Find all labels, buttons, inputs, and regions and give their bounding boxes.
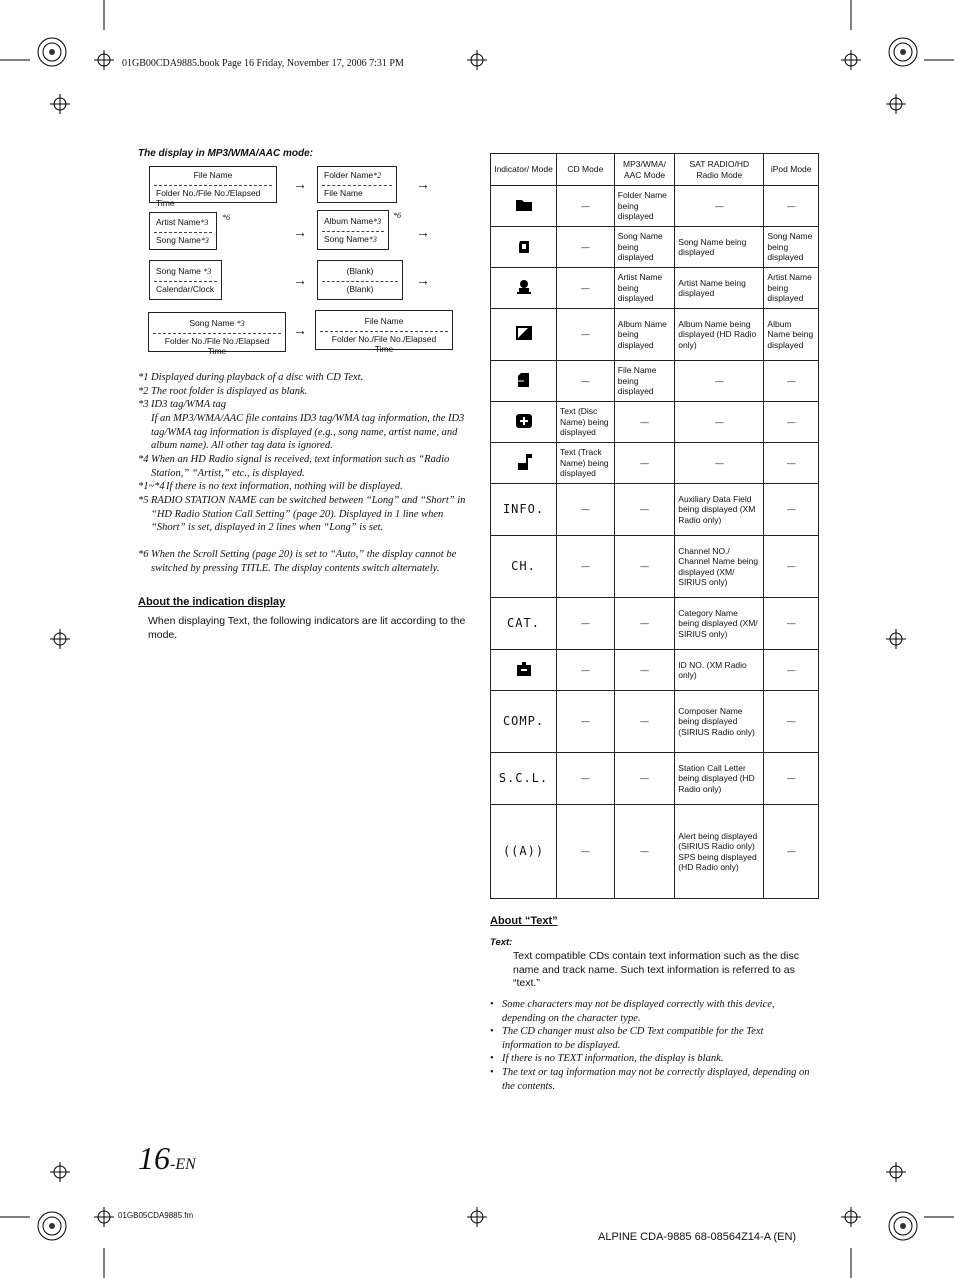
arrow: → (416, 272, 430, 288)
note-6: *6 (222, 213, 230, 222)
table-row: Text (Track Name) being displayed — — — (491, 443, 819, 484)
display-box-5: Song Name *3 Calendar/Clock (149, 260, 222, 300)
display-box-6: (Blank) (Blank) (317, 260, 403, 300)
table-row: CAT. — — Category Name being displayed (XM/ SIRIUS only) — (491, 598, 819, 650)
folder-icon (491, 186, 557, 227)
indicator-table (490, 153, 819, 899)
arrow: → (416, 176, 430, 192)
track-icon (491, 443, 557, 484)
footnote: If an MP3/WMA/AAC file contains ID3 tag/WMA tag information, the ID3 tag/WMA tag information is displayed (e.g., song name, artist name, and album name). All other tag data is ignored. (151, 413, 465, 452)
table-header: Indicator/ Mode (491, 154, 557, 186)
table-row: CH. — — Channel NO./ Channel Name being displayed (XM/ SIRIUS only) — (491, 536, 819, 598)
table-row: — Artist Name being displayed Artist Name being displayed Artist Name being displayed (491, 268, 819, 309)
table-header: SAT RADIO/HD Radio Mode (675, 154, 764, 186)
list-item: • Some characters may not be displayed correctly with this device, depending on the character type. (490, 999, 775, 1024)
footer-file: 01GB05CDA9885.fm (118, 1211, 194, 1220)
id-icon (491, 650, 557, 691)
table-row: — — ID NO. (XM Radio only) — (491, 650, 819, 691)
indication-text: When displaying Text, the following indicators are lit according to the mode. (148, 615, 466, 641)
footnote: *5 RADIO STATION NAME can be switched between “Long” and “Short” in “HD Radio Station Call Setting” (page 20). Displayed in 1 line when “Short” is set, displayed in 2 lines when “Long” is set. (138, 495, 466, 534)
indication-title: About the indication display (138, 596, 286, 608)
footnote: *2 The root folder is displayed as blank. (138, 386, 308, 397)
table-row: Text (Disc Name) being displayed — — — (491, 402, 819, 443)
table-row: — Folder Name being displayed — — (491, 186, 819, 227)
table-row: ((A)) — — Alert being displayed (SIRIUS Radio only) SPS being displayed (HD Radio only) — (491, 805, 819, 899)
arrow: → (416, 224, 430, 240)
composer-icon: COMP. (491, 691, 557, 753)
artist-icon (491, 268, 557, 309)
alert-icon: ((A)) (491, 805, 557, 899)
category-icon: CAT. (491, 598, 557, 650)
note-6: *6 (393, 211, 401, 220)
display-box-1: File Name Folder No./File No./Elapsed Time (149, 166, 277, 203)
footnote: *1 Displayed during playback of a disc with CD Text. (138, 372, 364, 383)
list-item: • The CD changer must also be CD Text compatible for the Text information to be displayed. (490, 1026, 764, 1051)
display-box-7: Song Name *3 Folder No./File No./Elapsed Time (148, 312, 286, 352)
song-icon (491, 227, 557, 268)
table-header-row (491, 154, 819, 186)
footnote: *6 When the Scroll Setting (page 20) is set to “Auto,” the display cannot be switched by pressing TITLE. The display contents switch alternately. (138, 549, 457, 574)
table-row: INFO. — — Auxiliary Data Field being displayed (XM Radio only) — (491, 484, 819, 536)
footer-model: ALPINE CDA-9885 68-08564Z14-A (EN) (598, 1231, 797, 1243)
list-item: • If there is no TEXT information, the display is blank. (490, 1053, 724, 1064)
table-header: iPod Mode (764, 154, 819, 186)
file-header: 01GB00CDA9885.book Page 16 Friday, November 17, 2006 7:31 PM (122, 58, 404, 69)
footnote: *3 ID3 tag/WMA tag (138, 399, 227, 410)
arrow: → (293, 224, 307, 240)
display-box-4: Album Name*3 Song Name*3 (317, 210, 389, 250)
about-text-title: About “Text” (490, 915, 558, 927)
display-box-2: Folder Name*2 File Name (317, 166, 397, 203)
table-row: — Album Name being displayed Album Name being displayed (HD Radio only) Album Name being displayed (491, 309, 819, 361)
display-box-8: File Name Folder No./File No./Elapsed Time (315, 310, 453, 350)
scl-icon: S.C.L. (491, 753, 557, 805)
disc-icon (491, 402, 557, 443)
arrow: → (293, 176, 307, 192)
footnote: *1~*4 If there is no text information, nothing will be displayed. (138, 481, 403, 492)
display-box-3: Artist Name*3 Song Name*3 (149, 212, 217, 250)
about-text-subtitle: Text: (490, 937, 513, 948)
table-header: MP3/WMA/ AAC Mode (614, 154, 675, 186)
table-row: — File Name being displayed — — (491, 361, 819, 402)
footnote: *4 When an HD Radio signal is received, text information such as “Radio Station,” “Artist,” etc., is displayed. (138, 454, 450, 479)
table-row: — Song Name being displayed Song Name being displayed Song Name being displayed (491, 227, 819, 268)
page-number: 16-EN (138, 1140, 196, 1176)
album-icon (491, 309, 557, 361)
table-row: COMP. — — Composer Name being displayed (SIRIUS Radio only) — (491, 691, 819, 753)
display-mode-title: The display in MP3/WMA/AAC mode: (138, 148, 314, 159)
about-text-body: Text compatible CDs contain text information such as the disc name and track name. Such text information is referred to as “text.” (513, 950, 799, 989)
file-icon (491, 361, 557, 402)
channel-icon: CH. (491, 536, 557, 598)
table-row: S.C.L. — — Station Call Letter being displayed (HD Radio only) — (491, 753, 819, 805)
arrow: → (293, 272, 307, 288)
list-item: • The text or tag information may not be correctly displayed, depending on the contents. (490, 1067, 810, 1092)
arrow: → (293, 322, 307, 338)
table-header: CD Mode (557, 154, 615, 186)
info-icon: INFO. (491, 484, 557, 536)
